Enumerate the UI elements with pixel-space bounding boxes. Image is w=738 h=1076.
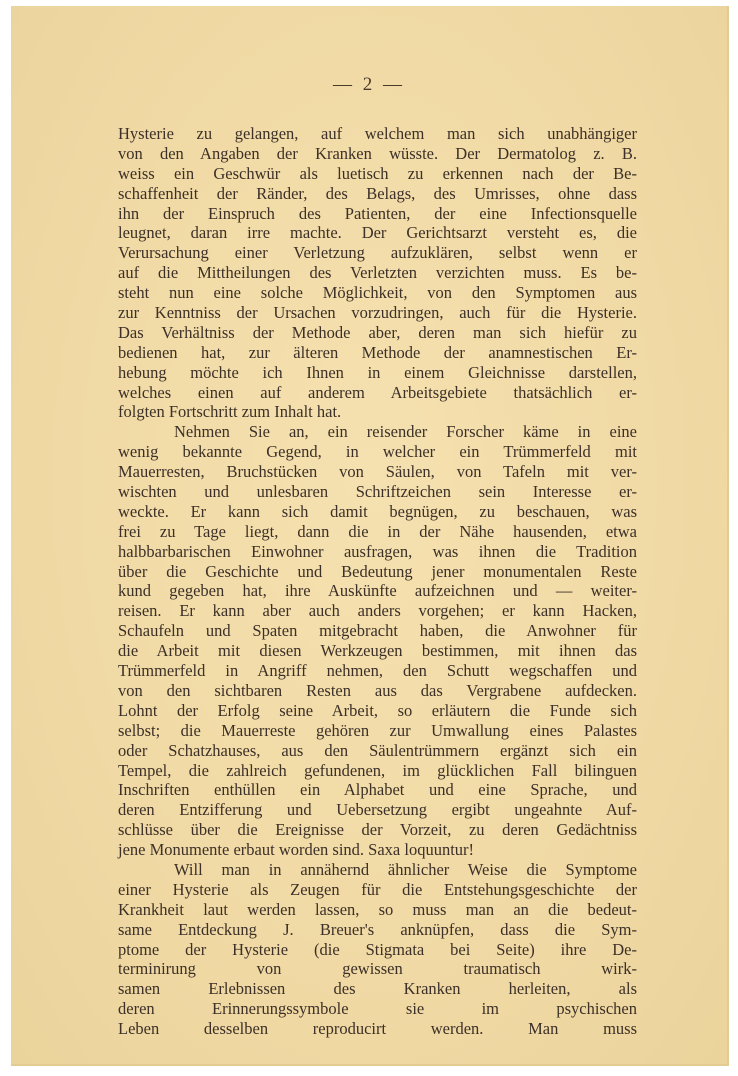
text-line: Will man in annähernd ähnlicher Weise die Symptome [174,859,637,879]
text-line: weckte. Er kann sich damit begnügen, zu beschauen, was [118,501,637,521]
text-line: Mauerresten, Bruchstücken von Säulen, von Tafeln mit ver- [118,462,637,482]
text-line: einer Hysterie als Zeugen für die Entstehungsgeschichte der [118,879,637,899]
text-line: Leben desselben reproducirt werden. Man muss [118,1019,637,1039]
text-line: Schaufeln und Spaten mitgebracht haben, die Anwohner für [118,621,637,641]
text-line: weiss ein Geschwür als luetisch zu erkennen nach der Be- [118,163,637,183]
text-line: wischten und unlesbaren Schriftzeichen sein Interesse er- [118,482,637,502]
text-line: Tempel, die zahlreich gefundenen, im glücklichen Fall bilinguen [118,760,637,780]
text-line: terminirung von gewissen traumatisch wirk- [118,959,637,979]
text-line: ihn der Einspruch des Patienten, der eine Infectionsquelle [118,203,637,223]
text-line: Krankheit laut werden lassen, so muss man an die bedeut- [118,899,637,919]
text-line: Trümmerfeld in Angriff nehmen, den Schutt wegschaffen und [118,661,637,681]
body-text [118,124,637,1039]
text-line: welches einen auf anderem Arbeitsgebiete thatsächlich er- [118,382,637,402]
text-line: Inschriften enthüllen ein Alphabet und eine Sprache, und [118,780,637,800]
text-line: schaffenheit der Ränder, des Belags, des Umrisses, ohne dass [118,183,637,203]
text-line: Lohnt der Erfolg seine Arbeit, so erläutern die Funde sich [118,700,637,720]
text-line: reisen. Er kann aber auch anders vorgehen; er kann Hacken, [118,601,637,621]
text-line: kund gegeben hat, ihre Auskünfte aufzeichnen und — weiter- [118,581,637,601]
text-line: same Entdeckung J. Breuer's anknüpfen, dass die Sym- [118,919,637,939]
text-line: von den Angaben der Kranken wüsste. Der Dermatolog z. B. [118,143,637,163]
text-line: leugnet, daran irre machte. Der Gerichtsarzt versteht es, die [118,223,637,243]
text-line: frei zu Tage liegt, dann die in der Nähe hausenden, etwa [118,521,637,541]
text-line: deren Erinnerungssymbole sie im psychischen [118,999,637,1019]
text-line: steht nun eine solche Möglichkeit, von den Symptomen aus [118,283,637,303]
text-line: zur Kenntniss der Ursachen vorzudringen, auch für die Hysterie. [118,303,637,323]
text-line: selbst; die Mauerreste gehören zur Umwallung eines Palastes [118,720,637,740]
text-line: Verursachung einer Verletzung aufzuklären, selbst wenn er [118,243,637,263]
text-line: Das Verhältniss der Methode aber, deren man sich hiefür zu [118,322,637,342]
text-line: bedienen hat, zur älteren Methode der anamnestischen Er- [118,342,637,362]
text-line: folgten Fortschritt zum Inhalt hat. [118,402,342,422]
text-line: halbbarbarischen Einwohner ausfragen, was ihnen die Tradition [118,541,637,561]
page-number: — 2 — [333,74,405,95]
book-page [11,6,729,1066]
text-line: jene Monumente erbaut worden sind. Saxa loquuntur! [118,840,475,860]
text-line: schlüsse über die Ereignisse der Vorzeit, zu deren Gedächtniss [118,820,637,840]
text-line: samen Erlebnissen des Kranken herleiten, als [118,979,637,999]
text-line: Nehmen Sie an, ein reisender Forscher käme in eine [174,422,637,442]
text-line: Hysterie zu gelangen, auf welchem man sich unabhängiger [118,124,637,143]
text-line: von den sichtbaren Resten aus das Vergrabene aufdecken. [118,680,637,700]
text-line: hebung möchte ich Ihnen in einem Gleichnisse darstellen, [118,362,637,382]
text-line: ptome der Hysterie (die Stigmata bei Seite) ihre De- [118,939,637,959]
text-line: über die Geschichte und Bedeutung jener monumentalen Reste [118,561,637,581]
text-line: auf die Mittheilungen des Verletzten verzichten muss. Es be- [118,263,637,283]
text-line: die Arbeit mit diesen Werkzeugen bestimmen, mit ihnen das [118,641,637,661]
text-line: oder Schatzhauses, aus den Säulentrümmern ergänzt sich ein [118,740,637,760]
text-line: deren Entzifferung und Uebersetzung ergibt ungeahnte Auf- [118,800,637,820]
text-line: wenig bekannte Gegend, in welcher ein Trümmerfeld mit [118,442,637,462]
